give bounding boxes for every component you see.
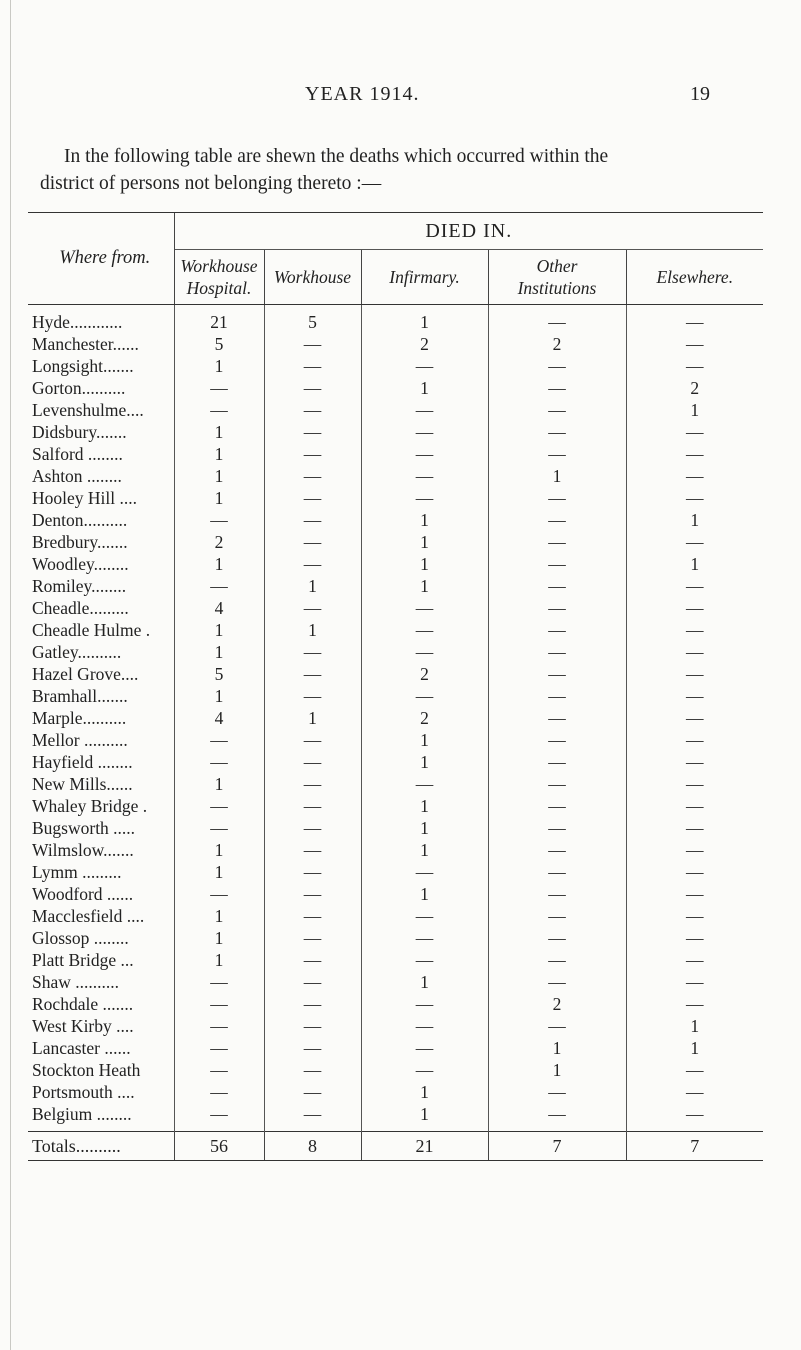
place-cell: Didsbury....... <box>32 422 127 442</box>
table-row <box>28 773 763 795</box>
value-cell: — <box>361 861 488 883</box>
value-cell: — <box>174 993 264 1015</box>
value-cell: 1 <box>361 883 488 905</box>
value-cell: 2 <box>488 993 626 1015</box>
value-cell: 1 <box>174 355 264 377</box>
value-cell: — <box>626 971 763 993</box>
value-cell: — <box>626 905 763 927</box>
table-row <box>28 927 763 949</box>
value-cell: — <box>174 883 264 905</box>
deaths-table <box>28 212 763 1161</box>
value-cell: 5 <box>264 305 361 334</box>
place-cell: Glossop ........ <box>32 928 129 948</box>
value-cell: — <box>264 685 361 707</box>
value-cell: 5 <box>174 333 264 355</box>
value-cell: 1 <box>361 751 488 773</box>
value-cell: — <box>488 817 626 839</box>
value-cell: — <box>174 729 264 751</box>
place-cell: Rochdale ....... <box>32 994 134 1014</box>
value-cell: — <box>264 993 361 1015</box>
value-cell: 1 <box>488 465 626 487</box>
value-cell: — <box>361 685 488 707</box>
value-cell: 1 <box>626 399 763 421</box>
total-cell: 56 <box>174 1132 264 1161</box>
value-cell: — <box>264 355 361 377</box>
value-cell: 21 <box>174 305 264 334</box>
value-cell: — <box>626 421 763 443</box>
table-row <box>28 641 763 663</box>
value-cell: 1 <box>174 465 264 487</box>
value-cell: — <box>264 487 361 509</box>
value-cell: — <box>488 487 626 509</box>
place-cell: Belgium ........ <box>32 1104 132 1124</box>
value-cell: — <box>264 795 361 817</box>
value-cell: — <box>626 883 763 905</box>
value-cell: — <box>626 751 763 773</box>
value-cell: — <box>264 773 361 795</box>
place-cell: Mellor .......... <box>32 730 128 750</box>
value-cell: — <box>488 553 626 575</box>
value-cell: — <box>264 663 361 685</box>
value-cell: — <box>174 795 264 817</box>
value-cell: — <box>361 1037 488 1059</box>
table-row <box>28 949 763 971</box>
value-cell: — <box>174 817 264 839</box>
table-row <box>28 333 763 355</box>
value-cell: — <box>626 773 763 795</box>
total-cell: 7 <box>626 1132 763 1161</box>
value-cell: — <box>626 1103 763 1125</box>
value-cell: — <box>626 619 763 641</box>
place-cell: Whaley Bridge . <box>32 796 148 816</box>
table-row <box>28 751 763 773</box>
table-row <box>28 1015 763 1037</box>
value-cell: — <box>264 1037 361 1059</box>
place-cell: Lymm ......... <box>32 862 122 882</box>
value-cell: — <box>488 971 626 993</box>
value-cell: 1 <box>361 377 488 399</box>
table-row <box>28 883 763 905</box>
place-cell: Lancaster ...... <box>32 1038 131 1058</box>
value-cell: — <box>174 971 264 993</box>
value-cell: — <box>626 575 763 597</box>
value-cell: — <box>174 1037 264 1059</box>
value-cell: 1 <box>488 1037 626 1059</box>
value-cell: 1 <box>174 443 264 465</box>
value-cell: — <box>361 905 488 927</box>
value-cell: — <box>488 597 626 619</box>
column-header <box>361 250 488 305</box>
value-cell: — <box>626 927 763 949</box>
value-cell: 2 <box>361 663 488 685</box>
value-cell: — <box>264 597 361 619</box>
place-cell: Cheadle Hulme . <box>32 620 151 640</box>
value-cell: — <box>174 1059 264 1081</box>
value-cell: — <box>488 927 626 949</box>
value-cell: 1 <box>174 839 264 861</box>
value-cell: — <box>264 971 361 993</box>
value-cell: — <box>264 553 361 575</box>
place-cell: New Mills...... <box>32 774 133 794</box>
value-cell: — <box>361 949 488 971</box>
value-cell: — <box>264 443 361 465</box>
place-cell: Manchester...... <box>32 334 139 354</box>
table-row <box>28 509 763 531</box>
value-cell: — <box>626 487 763 509</box>
page-edge-line <box>10 0 11 1350</box>
total-cell: 7 <box>488 1132 626 1161</box>
value-cell: 1 <box>174 685 264 707</box>
value-cell: — <box>174 509 264 531</box>
value-cell: — <box>264 927 361 949</box>
value-cell: 2 <box>488 333 626 355</box>
value-cell: — <box>361 1015 488 1037</box>
value-cell: — <box>264 509 361 531</box>
value-cell: — <box>174 377 264 399</box>
table-row <box>28 839 763 861</box>
header-row-group <box>28 213 763 250</box>
value-cell: 1 <box>361 553 488 575</box>
place-cell: Romiley........ <box>32 576 127 596</box>
value-cell: 1 <box>361 531 488 553</box>
value-cell: — <box>361 993 488 1015</box>
table-row <box>28 993 763 1015</box>
value-cell: — <box>264 641 361 663</box>
value-cell: — <box>488 641 626 663</box>
value-cell: — <box>626 993 763 1015</box>
value-cell: — <box>626 949 763 971</box>
value-cell: 1 <box>361 1081 488 1103</box>
value-cell: — <box>174 1015 264 1037</box>
value-cell: 1 <box>361 1103 488 1125</box>
place-cell: Woodford ...... <box>32 884 134 904</box>
value-cell: — <box>626 355 763 377</box>
table-row <box>28 1103 763 1125</box>
place-cell: Bramhall....... <box>32 686 128 706</box>
value-cell: — <box>361 487 488 509</box>
table-row <box>28 1059 763 1081</box>
intro-paragraph <box>40 143 730 197</box>
value-cell: — <box>626 1081 763 1103</box>
place-cell: Bugsworth ..... <box>32 818 136 838</box>
value-cell: 1 <box>361 729 488 751</box>
value-cell: — <box>488 949 626 971</box>
value-cell: — <box>264 1015 361 1037</box>
value-cell: 1 <box>361 839 488 861</box>
table-row <box>28 619 763 641</box>
value-cell: — <box>361 465 488 487</box>
value-cell: — <box>361 773 488 795</box>
intro-line-1: In the following table are shewn the deaths which occurred within the <box>64 146 609 167</box>
value-cell: 1 <box>174 949 264 971</box>
value-cell: — <box>361 421 488 443</box>
table-row <box>28 487 763 509</box>
place-cell: Hayfield ........ <box>32 752 133 772</box>
value-cell: — <box>626 685 763 707</box>
table-row <box>28 465 763 487</box>
place-cell: Bredbury....... <box>32 532 128 552</box>
value-cell: — <box>488 773 626 795</box>
value-cell: — <box>626 641 763 663</box>
value-cell: — <box>626 531 763 553</box>
place-cell: Longsight....... <box>32 356 134 376</box>
value-cell: — <box>264 1103 361 1125</box>
column-header <box>626 250 763 305</box>
value-cell: — <box>264 465 361 487</box>
value-cell: 1 <box>174 619 264 641</box>
value-cell: — <box>361 597 488 619</box>
column-header-line-2: Hospital. <box>186 278 252 298</box>
value-cell: — <box>488 729 626 751</box>
place-cell: Platt Bridge ... <box>32 950 134 970</box>
value-cell: — <box>488 377 626 399</box>
row-heading: Where from. <box>28 213 174 305</box>
value-cell: — <box>488 443 626 465</box>
value-cell: — <box>174 1103 264 1125</box>
table-row <box>28 795 763 817</box>
value-cell: — <box>264 817 361 839</box>
value-cell: 1 <box>361 971 488 993</box>
running-head <box>0 83 801 113</box>
value-cell: 1 <box>361 795 488 817</box>
table-row <box>28 377 763 399</box>
table-row <box>28 443 763 465</box>
value-cell: — <box>264 399 361 421</box>
place-cell: Denton.......... <box>32 510 128 530</box>
value-cell: — <box>488 421 626 443</box>
value-cell: — <box>626 465 763 487</box>
value-cell: — <box>174 751 264 773</box>
value-cell: 1 <box>361 509 488 531</box>
column-header-line-1: Workhouse <box>180 256 258 276</box>
totals-label: Totals.......... <box>28 1132 174 1161</box>
value-cell: — <box>361 1059 488 1081</box>
value-cell: 1 <box>264 575 361 597</box>
value-cell: — <box>174 399 264 421</box>
value-cell: — <box>264 949 361 971</box>
place-cell: Hooley Hill .... <box>32 488 137 508</box>
value-cell: — <box>361 927 488 949</box>
total-cell: 21 <box>361 1132 488 1161</box>
totals-row <box>28 1132 763 1161</box>
value-cell: — <box>264 333 361 355</box>
value-cell: — <box>488 707 626 729</box>
value-cell: — <box>361 355 488 377</box>
column-header-line-1: Infirmary. <box>389 267 460 287</box>
place-cell: Macclesfield .... <box>32 906 145 926</box>
place-cell: Gorton.......... <box>32 378 126 398</box>
value-cell: 1 <box>174 927 264 949</box>
value-cell: — <box>626 729 763 751</box>
value-cell: — <box>626 707 763 729</box>
place-cell: Hazel Grove.... <box>32 664 139 684</box>
place-cell: Marple.......... <box>32 708 127 728</box>
value-cell: — <box>488 355 626 377</box>
value-cell: — <box>626 839 763 861</box>
column-header <box>488 250 626 305</box>
value-cell: — <box>361 641 488 663</box>
value-cell: 2 <box>361 707 488 729</box>
value-cell: — <box>488 883 626 905</box>
table-row <box>28 861 763 883</box>
place-cell: Salford ........ <box>32 444 123 464</box>
value-cell: 1 <box>174 641 264 663</box>
column-header <box>264 250 361 305</box>
value-cell: — <box>361 619 488 641</box>
value-cell: — <box>626 305 763 334</box>
table-row <box>28 305 763 334</box>
value-cell: 1 <box>174 861 264 883</box>
table-body <box>28 305 763 1126</box>
value-cell: 1 <box>361 305 488 334</box>
value-cell: — <box>264 861 361 883</box>
column-header <box>174 250 264 305</box>
table-row <box>28 1081 763 1103</box>
table-row <box>28 531 763 553</box>
table-row <box>28 421 763 443</box>
total-cell: 8 <box>264 1132 361 1161</box>
value-cell: — <box>488 751 626 773</box>
value-cell: — <box>488 839 626 861</box>
place-cell: Levenshulme.... <box>32 400 144 420</box>
value-cell: 1 <box>626 1015 763 1037</box>
table-row <box>28 817 763 839</box>
place-cell: Stockton Heath <box>32 1060 141 1080</box>
place-cell: Portsmouth .... <box>32 1082 135 1102</box>
value-cell: — <box>264 729 361 751</box>
value-cell: 1 <box>626 1037 763 1059</box>
table-row <box>28 707 763 729</box>
value-cell: 4 <box>174 597 264 619</box>
value-cell: 2 <box>361 333 488 355</box>
value-cell: 1 <box>174 487 264 509</box>
value-cell: — <box>488 905 626 927</box>
value-cell: — <box>488 1081 626 1103</box>
value-cell: — <box>626 597 763 619</box>
table-row <box>28 575 763 597</box>
table-row <box>28 729 763 751</box>
value-cell: — <box>488 619 626 641</box>
value-cell: — <box>264 751 361 773</box>
value-cell: — <box>626 443 763 465</box>
place-cell: Cheadle......... <box>32 598 129 618</box>
value-cell: — <box>361 399 488 421</box>
place-cell: West Kirby .... <box>32 1016 134 1036</box>
value-cell: 2 <box>174 531 264 553</box>
value-cell: — <box>264 905 361 927</box>
place-cell: Shaw .......... <box>32 972 120 992</box>
value-cell: — <box>626 333 763 355</box>
value-cell: 1 <box>174 553 264 575</box>
value-cell: 1 <box>626 509 763 531</box>
value-cell: 1 <box>361 575 488 597</box>
place-cell: Wilmslow....... <box>32 840 134 860</box>
column-header-line-1: Elsewhere. <box>656 267 734 287</box>
value-cell: — <box>488 1015 626 1037</box>
value-cell: — <box>488 399 626 421</box>
table-row <box>28 597 763 619</box>
place-cell: Woodley........ <box>32 554 129 574</box>
value-cell: — <box>174 1081 264 1103</box>
value-cell: — <box>488 531 626 553</box>
page-title: YEAR 1914. <box>305 83 420 105</box>
value-cell: — <box>488 663 626 685</box>
place-cell: Hyde............ <box>32 312 123 332</box>
value-cell: — <box>264 883 361 905</box>
intro-line-2: district of persons not belonging thereto :— <box>40 173 382 194</box>
value-cell: — <box>488 795 626 817</box>
value-cell: — <box>264 377 361 399</box>
place-cell: Gatley.......... <box>32 642 122 662</box>
value-cell: 1 <box>174 773 264 795</box>
value-cell: — <box>264 531 361 553</box>
table-row <box>28 685 763 707</box>
value-cell: — <box>264 839 361 861</box>
value-cell: — <box>626 795 763 817</box>
table-row <box>28 971 763 993</box>
value-cell: 1 <box>361 817 488 839</box>
value-cell: 1 <box>264 619 361 641</box>
value-cell: — <box>626 817 763 839</box>
value-cell: — <box>488 509 626 531</box>
value-cell: 1 <box>174 905 264 927</box>
value-cell: — <box>174 575 264 597</box>
table-row <box>28 399 763 421</box>
value-cell: 5 <box>174 663 264 685</box>
deaths-table-grid <box>28 212 763 1161</box>
value-cell: 1 <box>488 1059 626 1081</box>
value-cell: — <box>361 443 488 465</box>
value-cell: — <box>488 305 626 334</box>
value-cell: 1 <box>174 421 264 443</box>
value-cell: — <box>264 1059 361 1081</box>
table-row <box>28 1037 763 1059</box>
page-number: 19 <box>690 83 710 105</box>
value-cell: — <box>488 685 626 707</box>
value-cell: — <box>626 663 763 685</box>
group-heading: DIED IN. <box>174 213 763 250</box>
table-row <box>28 355 763 377</box>
value-cell: 2 <box>626 377 763 399</box>
value-cell: — <box>264 1081 361 1103</box>
value-cell: 1 <box>264 707 361 729</box>
value-cell: — <box>264 421 361 443</box>
column-header-line-2: Institutions <box>517 278 597 298</box>
value-cell: 4 <box>174 707 264 729</box>
column-header-line-1: Other <box>536 256 578 276</box>
table-row <box>28 663 763 685</box>
value-cell: — <box>488 1103 626 1125</box>
value-cell: — <box>488 861 626 883</box>
place-cell: Ashton ........ <box>32 466 122 486</box>
value-cell: — <box>488 575 626 597</box>
value-cell: — <box>626 861 763 883</box>
value-cell: — <box>626 1059 763 1081</box>
column-header-line-1: Workhouse <box>273 267 352 287</box>
table-row <box>28 905 763 927</box>
table-row <box>28 553 763 575</box>
value-cell: 1 <box>626 553 763 575</box>
